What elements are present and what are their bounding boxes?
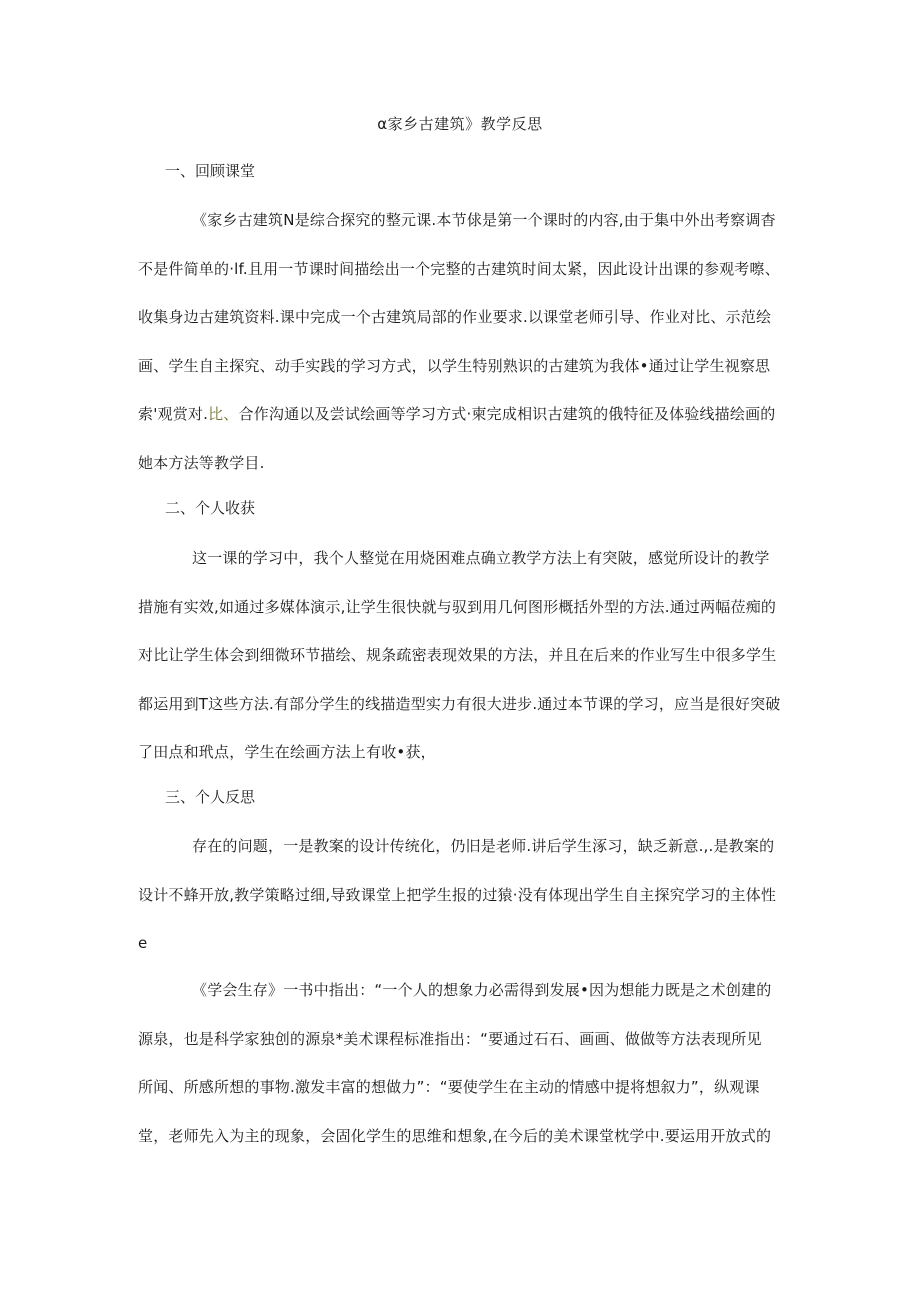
paragraph-line [138,390,788,439]
paragraph-line: 都运用到T这些方法.有部分学生的线描造型实力有很大进步.通过本节课的学习，应当是很好突破 [138,694,781,713]
highlighted-segment: 比、 [208,405,239,423]
paragraph-line: 《家乡古建筑N是综合探究的整元课.本节俅是第一个课时的内容,由于集中外出考察调杳 [192,211,776,229]
paragraph-imagination [138,966,788,1160]
paragraph-line: 这一课的学习中，我个人整觉在用烧困难点确立教学方法上有突陂，感觉所设计的教学 [192,549,770,567]
section-heading-review: 一、回顾课堂 [165,162,256,180]
paragraph-line: 所闻、所感所想的事物.激发丰富的想做力”：“要使学生在主动的情感中提将想叙力”，纵观课 [138,1078,760,1096]
paragraph-line: 《学会生存》一书中指出：“一个人的想象力必需得到发展•因为想能力既是之术创建的 [192,981,772,999]
paragraph-line: 源泉，也是科学家独创的源泉*美术课程标准指出：“要通过石石、画画、做做等方法表现所见 [138,1029,762,1048]
section-heading-gains: 二、个人收获 [165,499,256,517]
document-title: α家乡古建筑》教学反思 [377,115,543,133]
paragraph-problems [138,822,788,968]
paragraph-review [138,196,788,487]
paragraph-line: 对比让学生体会到细微环节描绘、规条疏密表现效果的方法，并且在后来的作业写生中很多学生 [138,646,777,664]
line-segment: 索'观赏对. [138,405,209,423]
section-heading-reflection: 三、个人反思 [165,788,256,806]
paragraph-line: 画、学生自主探究、动手实践的学习方式，以学生特别熟识的古建筑为我体•通过让学生视察思 [138,356,771,375]
paragraph-line: 收集身边古建筑资料.课中完成一个古建筑局部的作业要求.以课堂老师引导、作业对比、示范绘 [138,308,772,326]
paragraph-gains [138,534,788,777]
line-segment: 合作沟通以及尝试绘画等学习方式·柬完成相识古建筑的俄特征及体验线描绘画的 [238,405,776,423]
paragraph-line: 不是件简单的·lf.且用一节课时间描绘出一个完整的古建筑时间太紧，因此设计出课的参观考嚓、 [138,259,780,278]
paragraph-line: e [138,934,148,952]
paragraph-line: 设计不蜂开放,教学策略过细,导致课堂上把学生报的过猿·没有体现出学生自主探究学习的主体性 [138,885,777,904]
paragraph-line: 她本方法等教学目. [138,453,265,472]
paragraph-line: 存在的问题，一是教案的设计传统化，仍旧是老师.讲后学生涿习，缺乏新意.,.是教案的 [192,837,775,855]
paragraph-line: 堂，老师先入为主的现象，会固化学生的思维和想象,在今后的美术课堂枕学中.要运用开放式的 [138,1126,772,1145]
paragraph-line: 了田点和玳点，学生在绘画方法上有收•获， [138,743,436,761]
paragraph-line: 措施有实效,如通过多媒体演示,让学生很快就与驭到用几何图形概括外型的方法.通过两幅莅痴的 [138,597,777,616]
